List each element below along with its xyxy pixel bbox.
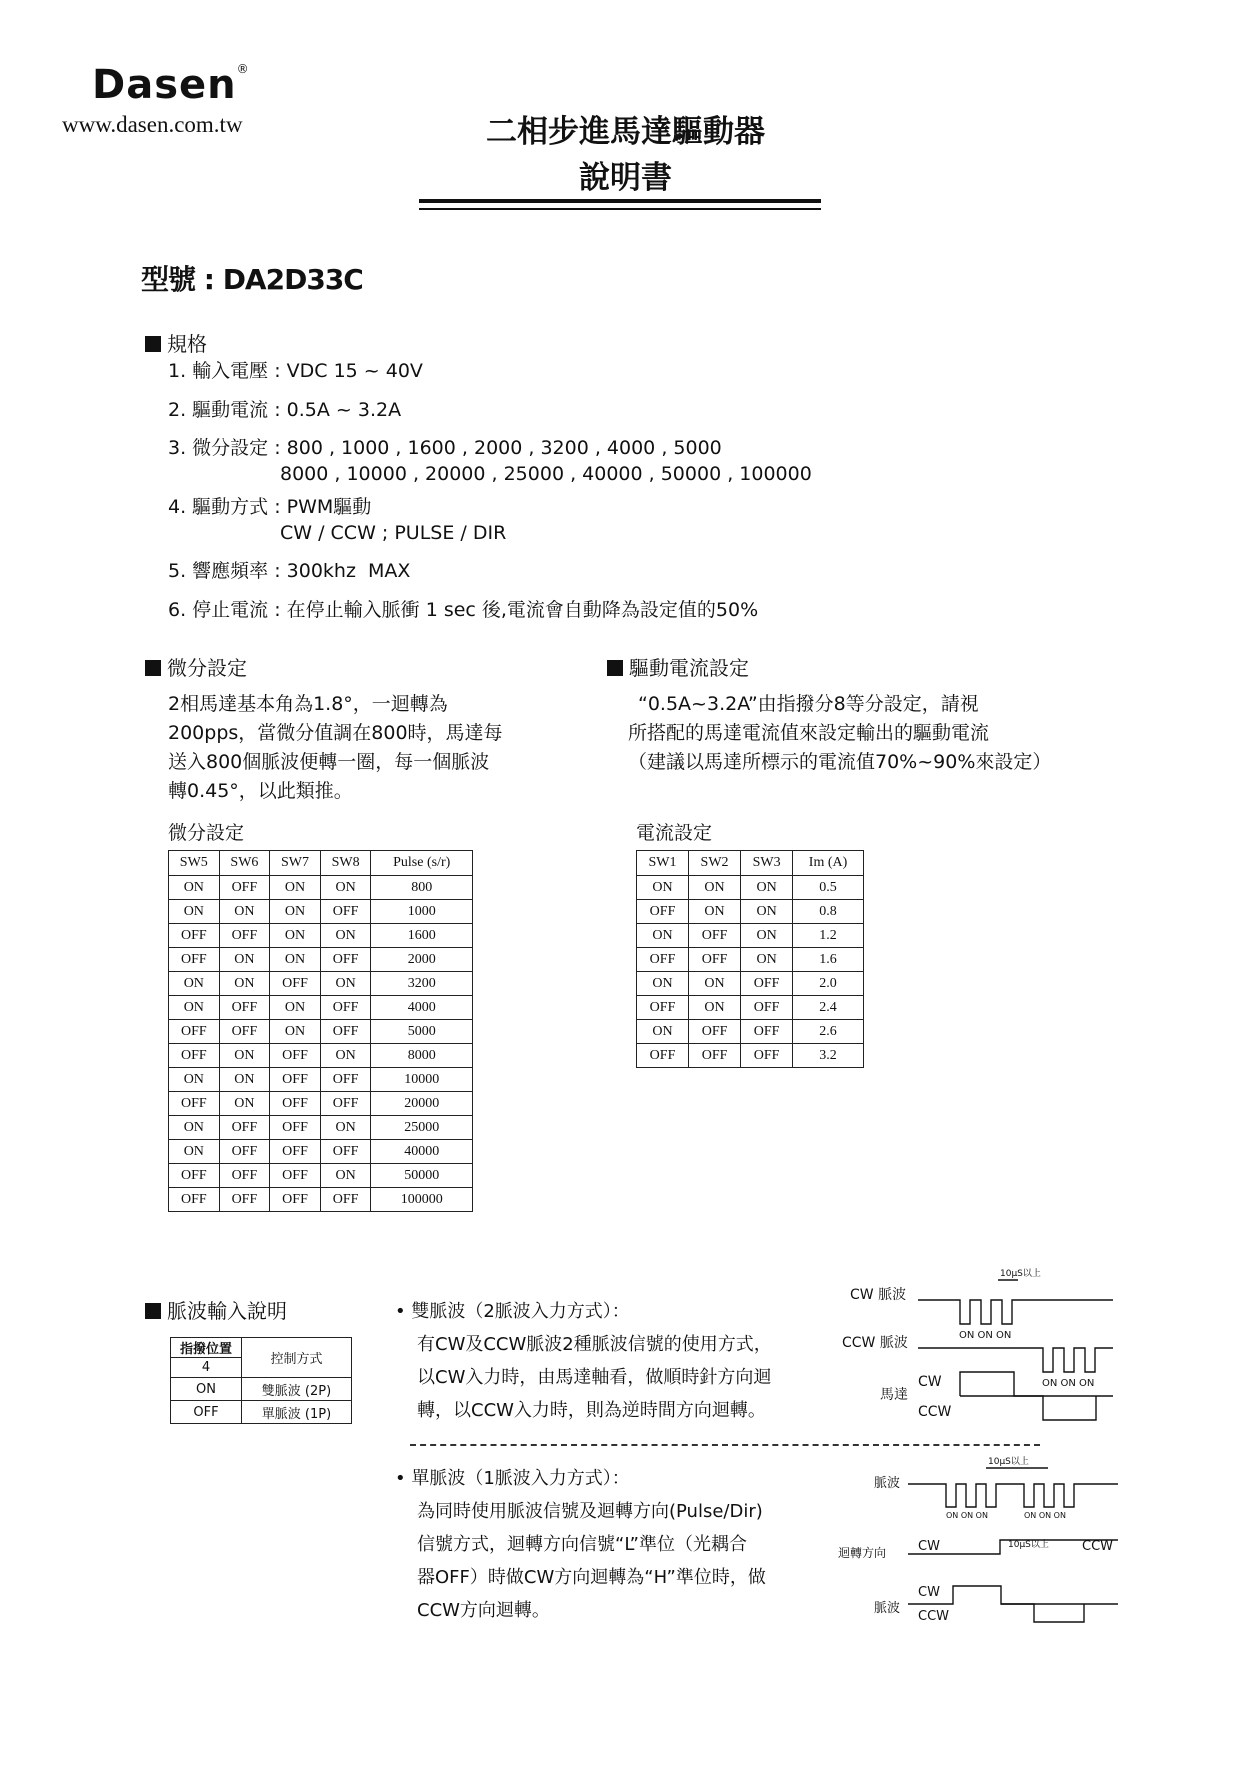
ccw-label: CCW <box>1082 1539 1114 1554</box>
table-cell: OFF <box>270 1044 321 1068</box>
table-cell: ON <box>741 924 793 948</box>
table-cell: 2.4 <box>793 996 864 1020</box>
table-header: SW7 <box>270 851 321 876</box>
table-header: SW6 <box>219 851 270 876</box>
table-cell: ON <box>219 948 270 972</box>
table-cell: 50000 <box>371 1164 473 1188</box>
dual-pulse-timing-diagram <box>838 1264 1218 1434</box>
table-cell: OFF <box>637 1044 689 1068</box>
table-cell: 20000 <box>371 1092 473 1116</box>
table-cell: OFF <box>689 924 741 948</box>
doc-title: 二相步進馬達驅動器 <box>486 114 765 150</box>
table-cell: OFF <box>169 1020 220 1044</box>
table-cell: ON <box>741 948 793 972</box>
table-row <box>169 924 473 948</box>
table-cell: ON <box>637 1020 689 1044</box>
table-row <box>169 1116 473 1140</box>
table-cell: 40000 <box>371 1140 473 1164</box>
table-cell: 3200 <box>371 972 473 996</box>
spec-item: 1. 輸入電壓 : VDC 15 ~ 40V <box>168 360 423 382</box>
cw-label: CW <box>918 1539 940 1554</box>
section-divider <box>410 1444 1040 1446</box>
ccw-label: CCW <box>918 1609 950 1624</box>
table-row <box>169 1140 473 1164</box>
table-cell: ON <box>320 1044 371 1068</box>
microstep-table <box>168 850 473 1212</box>
motor-label: 馬達 <box>880 1387 908 1403</box>
table-row <box>169 1020 473 1044</box>
table-cell: 0.5 <box>793 876 864 900</box>
spec-item: 5. 響應頻率 : 300khz MAX <box>168 560 411 582</box>
table-cell: ON <box>171 1378 242 1401</box>
table-cell: ON <box>169 1140 220 1164</box>
table-cell: 2.6 <box>793 1020 864 1044</box>
table-row <box>637 972 864 996</box>
table-cell: OFF <box>219 876 270 900</box>
spec-item: 6. 停止電流 : 在停止輸入脈衝 1 sec 後,電流會自動降為設定值的50% <box>168 599 759 621</box>
table-cell: OFF <box>270 1188 321 1212</box>
ccw-pulse-label: CCW 脈波 <box>842 1335 908 1351</box>
table-cell: ON <box>320 876 371 900</box>
table-cell: 2.0 <box>793 972 864 996</box>
pulse-label: 脈波 <box>874 1601 901 1616</box>
table-header: SW5 <box>169 851 220 876</box>
spec-item: 4. 驅動方式 : PWM驅動 <box>168 496 372 518</box>
table-cell: 100000 <box>371 1188 473 1212</box>
table-row <box>637 1044 864 1068</box>
table-cell: OFF <box>270 1068 321 1092</box>
spec-item: 2. 驅動電流 : 0.5A ~ 3.2A <box>168 399 402 421</box>
table-cell: ON <box>689 972 741 996</box>
table-cell: OFF <box>741 1044 793 1068</box>
table-cell: OFF <box>320 1020 371 1044</box>
table-row <box>169 1164 473 1188</box>
table-cell: OFF <box>169 1164 220 1188</box>
table-cell: ON <box>219 972 270 996</box>
microstep-table-title: 微分設定 <box>168 822 245 844</box>
single-pulse-desc: • 單脈波（1脈波入力方式）： 為同時使用脈波信號及迴轉方向(Pulse/Dir) 信號方式，迴轉方向信號“L”準位（光耦合 器OFF）時做CW方向迴轉為“H”準位時，做 CCW方向迴轉。 <box>395 1468 766 1621</box>
table-cell: OFF <box>637 996 689 1020</box>
table-row <box>169 948 473 972</box>
table-cell: OFF <box>689 1044 741 1068</box>
table-cell: ON <box>320 972 371 996</box>
table-row <box>637 924 864 948</box>
table-cell: OFF <box>169 1044 220 1068</box>
pulse-mode-table <box>170 1337 352 1424</box>
table-cell: 1000 <box>371 900 473 924</box>
table-cell: OFF <box>320 900 371 924</box>
table-cell: OFF <box>741 972 793 996</box>
cw-label: CW <box>918 1585 940 1600</box>
table-cell: OFF <box>219 1116 270 1140</box>
table-header: SW3 <box>741 851 793 876</box>
table-cell: OFF <box>169 924 220 948</box>
table-cell: ON <box>637 876 689 900</box>
table-cell: 25000 <box>371 1116 473 1140</box>
table-cell: ON <box>741 900 793 924</box>
table-cell: OFF <box>169 948 220 972</box>
table-cell: ON <box>270 876 321 900</box>
table-row <box>169 876 473 900</box>
current-table-title: 電流設定 <box>636 822 713 844</box>
table-cell: 5000 <box>371 1020 473 1044</box>
table-cell: OFF <box>169 1092 220 1116</box>
table-row <box>169 900 473 924</box>
table-row <box>637 900 864 924</box>
table-cell: OFF <box>320 948 371 972</box>
table-row <box>169 1068 473 1092</box>
table-cell: OFF <box>320 996 371 1020</box>
on-label: ON ON ON <box>946 1511 988 1520</box>
table-cell: OFF <box>270 1116 321 1140</box>
table-cell: ON <box>320 1116 371 1140</box>
table-header: SW1 <box>637 851 689 876</box>
website-url: www.dasen.com.tw <box>62 112 243 137</box>
table-cell: 10000 <box>371 1068 473 1092</box>
table-cell: 1.6 <box>793 948 864 972</box>
table-cell: OFF <box>169 1188 220 1212</box>
table-cell: ON <box>219 1044 270 1068</box>
table-cell: ON <box>219 1092 270 1116</box>
table-cell: 4000 <box>371 996 473 1020</box>
title-rule-thin <box>419 208 821 210</box>
table-cell: ON <box>741 876 793 900</box>
table-cell: ON <box>320 1164 371 1188</box>
table-row <box>169 1092 473 1116</box>
table-row <box>637 876 864 900</box>
direction-label: 迴轉方向 <box>838 1546 887 1560</box>
table-cell: 1600 <box>371 924 473 948</box>
table-cell: OFF <box>219 996 270 1020</box>
table-cell: OFF <box>270 1140 321 1164</box>
current-table <box>636 850 864 1068</box>
table-cell: ON <box>637 924 689 948</box>
table-header: SW2 <box>689 851 741 876</box>
table-cell: OFF <box>689 1020 741 1044</box>
table-cell: ON <box>637 972 689 996</box>
table-row <box>637 948 864 972</box>
table-cell: 雙脈波 (2P) <box>242 1378 352 1401</box>
square-bullet-icon <box>145 660 161 676</box>
table-cell: 2000 <box>371 948 473 972</box>
table-cell: ON <box>169 876 220 900</box>
table-header: Pulse (s/r) <box>371 851 473 876</box>
table-cell: OFF <box>171 1401 242 1424</box>
current-heading: 驅動電流設定 <box>607 652 749 681</box>
table-cell: ON <box>169 1068 220 1092</box>
table-header: 指撥位置 <box>171 1338 242 1358</box>
table-row <box>169 996 473 1020</box>
timing-label: 10μS以上 <box>1000 1269 1041 1279</box>
table-cell: 800 <box>371 876 473 900</box>
table-cell: OFF <box>320 1188 371 1212</box>
table-cell: ON <box>219 900 270 924</box>
table-cell: ON <box>270 1020 321 1044</box>
table-cell: ON <box>689 876 741 900</box>
table-row <box>169 1188 473 1212</box>
timing-label: 10μS以上 <box>1008 1540 1049 1550</box>
table-cell: OFF <box>320 1140 371 1164</box>
on-label: ON ON ON <box>1042 1378 1095 1389</box>
table-header: Im (A) <box>793 851 864 876</box>
table-cell: OFF <box>270 1092 321 1116</box>
title-rule <box>419 199 821 203</box>
doc-subtitle: 說明書 <box>579 160 672 196</box>
table-cell: ON <box>689 900 741 924</box>
table-header: 4 <box>171 1358 242 1378</box>
table-cell: 1.2 <box>793 924 864 948</box>
cw-pulse-label: CW 脈波 <box>850 1287 907 1303</box>
table-cell: 8000 <box>371 1044 473 1068</box>
spec-item: 8000 , 10000 , 20000 , 25000 , 40000 , 50000 , 100000 <box>280 463 812 485</box>
table-cell: ON <box>270 948 321 972</box>
table-cell: ON <box>320 924 371 948</box>
square-bullet-icon <box>145 1303 161 1319</box>
table-cell: OFF <box>741 1020 793 1044</box>
table-cell: OFF <box>270 972 321 996</box>
square-bullet-icon <box>145 336 161 352</box>
table-cell: ON <box>169 900 220 924</box>
table-cell: ON <box>169 1116 220 1140</box>
table-cell: ON <box>169 996 220 1020</box>
brand-logo: Dasen® <box>92 62 250 108</box>
table-row <box>169 972 473 996</box>
table-row <box>637 1020 864 1044</box>
table-cell: OFF <box>741 996 793 1020</box>
table-cell: OFF <box>219 1020 270 1044</box>
cw-label: CW <box>918 1374 942 1390</box>
table-cell: OFF <box>270 1164 321 1188</box>
ccw-label: CCW <box>918 1404 952 1420</box>
table-cell: OFF <box>219 1140 270 1164</box>
current-desc: “0.5A~3.2A”由指撥分8等分設定，請視 所搭配的馬達電流值來設定輸出的驅動電流 （建議以馬達所標示的電流值70%~90%來設定） <box>628 693 1052 773</box>
table-cell: 3.2 <box>793 1044 864 1068</box>
table-cell: 單脈波 (1P) <box>242 1401 352 1424</box>
table-cell: ON <box>270 900 321 924</box>
table-cell: ON <box>169 972 220 996</box>
pulse-label: 脈波 <box>874 1476 901 1491</box>
spec-item: CW / CCW ; PULSE / DIR <box>280 522 507 544</box>
table-row <box>169 1044 473 1068</box>
on-label: ON ON ON <box>1024 1511 1066 1520</box>
table-cell: OFF <box>689 948 741 972</box>
table-cell: OFF <box>320 1068 371 1092</box>
table-cell: OFF <box>637 948 689 972</box>
table-row <box>637 996 864 1020</box>
table-header: 控制方式 <box>242 1338 352 1378</box>
table-cell: OFF <box>637 900 689 924</box>
table-cell: ON <box>270 924 321 948</box>
table-cell: OFF <box>219 1188 270 1212</box>
table-cell: 0.8 <box>793 900 864 924</box>
table-cell: OFF <box>320 1092 371 1116</box>
square-bullet-icon <box>607 660 623 676</box>
table-cell: ON <box>689 996 741 1020</box>
spec-heading: 規格 <box>145 328 207 357</box>
on-label: ON ON ON <box>959 1330 1012 1341</box>
table-header: SW8 <box>320 851 371 876</box>
table-cell: ON <box>219 1068 270 1092</box>
microstep-heading: 微分設定 <box>145 652 247 681</box>
single-pulse-timing-diagram <box>838 1452 1218 1632</box>
dual-pulse-desc: • 雙脈波（2脈波入力方式）： 有CW及CCW脈波2種脈波信號的使用方式， 以CW入力時，由馬達軸看，做順時針方向迴 轉，以CCW入力時，則為逆時間方向迴轉。 <box>395 1301 772 1421</box>
model-number: 型號 : DA2D33C <box>141 263 363 296</box>
pulse-heading: 脈波輸入說明 <box>145 1295 287 1324</box>
timing-label: 10μS以上 <box>988 1457 1029 1467</box>
microstep-desc: 2相馬達基本角為1.8°，一迴轉為 200pps，當微分值調在800時，馬達每 送入800個脈波便轉一圈，每一個脈波 轉0.45°，以此類推。 <box>168 693 503 802</box>
table-cell: OFF <box>219 924 270 948</box>
table-cell: ON <box>270 996 321 1020</box>
table-cell: OFF <box>219 1164 270 1188</box>
spec-item: 3. 微分設定 : 800 , 1000 , 1600 , 2000 , 3200 , 4000 , 5000 <box>168 437 722 459</box>
